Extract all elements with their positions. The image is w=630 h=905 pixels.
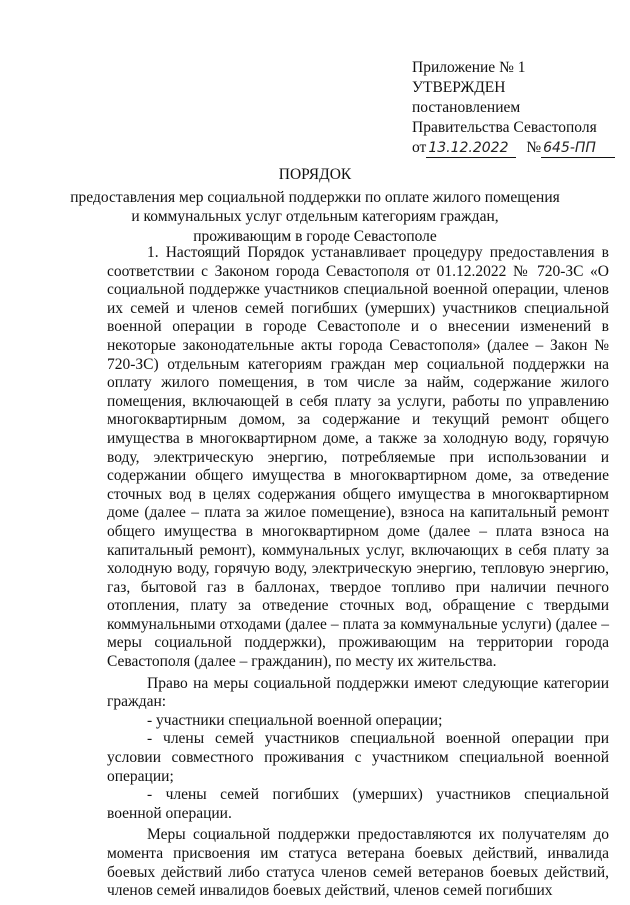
appendix-label: Приложение № 1 [412, 59, 526, 76]
list-item-family-members: - члены семей участников специальной военной операции при условии совместного проживания с участником специальной военной операции; [107, 730, 609, 785]
approval-stamp [412, 58, 615, 158]
handwritten-date: 13.12.2022 [426, 140, 516, 158]
date-prefix: от [412, 139, 427, 156]
handwritten-number: 645-ПП [541, 140, 615, 158]
resolution-label: постановлением [412, 99, 521, 116]
document-title-block [60, 165, 570, 246]
paragraph-1: 1. Настоящий Порядок устанавливает процедуру предоставления в соответствии с Законом города Севастополя от 01.12.2022 № 720-ЗС «О социальной поддержке участников специальной военной операции, членов их семей и членов семей погибших (умерших) участников специальной военной операции в городе Севастополе и о внесении изменений в некоторые законодательные акты города Севастополя» (далее – Закон № 720-ЗС) отдельным категориям граждан мер социальной поддержки на оплату жилого помещения, в том числе за найм, содержание жилого помещения, включающей в себя плату за услуги, работы по управлению многоквартирным домом, за содержание и текущий ремонт общего имущества в многоквартирном доме, а также за холодную воду, горячую воду, электрическую энергию, потребляемые при использовании и содержании общего имущества в многоквартирном доме, за отведение сточных вод в целях содержания общего имущества в многоквартирном доме (далее – плата за жилое помещение), взноса на капитальный ремонт общего имущества в многоквартирном доме (далее – плата взноса на капитальный ремонт), коммунальных услуг, включающих в себя плату за холодную воду, горячую воду, электрическую энергию, тепловую энергию, газ, бытовой газ в баллонах, твердое топливо при наличии печного отопления, плату за отведение сточных вод, обращение с твердыми коммунальными отходами (далее – плата за коммунальные услуги) (далее – меры социальной поддержки), проживающим на территории города Севастополя (далее – гражданин), по месту их жительства. [107, 244, 609, 671]
paragraph-3: Меры социальной поддержки предоставляются их получателям до момента присвоения им статуса ветерана боевых действий, инвалида боевых действий либо статуса членов семей ветеранов боевых действий, членов семей инвалидов боевых действий, членов семей погибших [107, 826, 609, 900]
list-item-deceased-family: - члены семей погибших (умерших) участников специальной военной операции. [107, 786, 609, 822]
document-subtitle-line-3: проживающим в городе Севастополе [193, 227, 437, 245]
approved-label: УТВЕРЖДЕН [412, 79, 506, 96]
document-body [107, 244, 609, 901]
list-item-participants: - участники специальной военной операции; [147, 711, 443, 729]
document-title: ПОРЯДОК [278, 166, 352, 183]
paragraph-2: Право на меры социальной поддержки имеют следующие категории граждан: [107, 674, 609, 711]
government-label: Правительства Севастополя [412, 119, 597, 136]
resolution-date-number-line [412, 138, 615, 158]
document-subtitle-line-2: и коммунальных услуг отдельным категориям граждан, [131, 208, 499, 225]
number-prefix: № [526, 139, 542, 156]
document-subtitle-line-1: предоставления мер социальной поддержки по оплате жилого помещения [70, 188, 560, 206]
